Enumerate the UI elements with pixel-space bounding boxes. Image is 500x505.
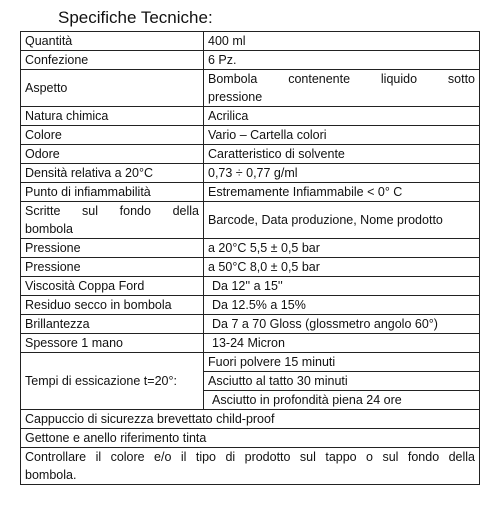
spec-label: Colore: [21, 126, 204, 145]
spec-value: Da 12.5% a 15%: [204, 296, 480, 315]
table-row: [21, 334, 480, 353]
spec-value: Da 12'' a 15'': [204, 277, 480, 296]
spec-full-row: Cappuccio di sicurezza brevettato child-proof: [21, 410, 480, 429]
spec-label-line: Scritte sul fondo della: [25, 204, 199, 218]
spec-label: Pressione: [21, 258, 204, 277]
table-row: [21, 353, 480, 372]
spec-value-line: Bombola contenente liquido sotto: [208, 72, 475, 86]
spec-value: Asciutto al tatto 30 minuti: [204, 372, 480, 391]
table-row: [21, 51, 480, 70]
spec-value: Vario – Cartella colori: [204, 126, 480, 145]
spec-value: Fuori polvere 15 minuti: [204, 353, 480, 372]
table-row: [21, 164, 480, 183]
spec-label: Natura chimica: [21, 107, 204, 126]
page-title: Specifiche Tecniche:: [58, 8, 213, 27]
spec-label: Quantità: [21, 32, 204, 51]
spec-label: Confezione: [21, 51, 204, 70]
spec-full-row-line: Controllare il colore e/o il tipo di prodotto sul tappo o sul fondo della: [25, 450, 475, 464]
spec-label: [21, 202, 204, 239]
spec-full-row: [21, 448, 480, 485]
table-row: [21, 448, 480, 485]
spec-label-line: bombola: [25, 222, 73, 236]
spec-label: Brillantezza: [21, 315, 204, 334]
table-row: [21, 145, 480, 164]
spec-value: Da 7 a 70 Gloss (glossmetro angolo 60°): [204, 315, 480, 334]
spec-value: a 50°C 8,0 ± 0,5 bar: [204, 258, 480, 277]
table-row: [21, 429, 480, 448]
spec-value: Barcode, Data produzione, Nome prodotto: [204, 202, 480, 239]
table-row: [21, 277, 480, 296]
spec-label: Viscosità Coppa Ford: [21, 277, 204, 296]
spec-value: Estremamente Infiammabile < 0° C: [204, 183, 480, 202]
table-row: [21, 258, 480, 277]
spec-label: Aspetto: [21, 70, 204, 107]
spec-value: Caratteristico di solvente: [204, 145, 480, 164]
spec-full-row-line: bombola.: [25, 468, 77, 482]
spec-label: Residuo secco in bombola: [21, 296, 204, 315]
spec-value: 0,73 ÷ 0,77 g/ml: [204, 164, 480, 183]
spec-value: 400 ml: [204, 32, 480, 51]
specs-table: [20, 31, 480, 485]
spec-label: Tempi di essicazione t=20°:: [21, 353, 204, 410]
spec-full-row: Gettone e anello riferimento tinta: [21, 429, 480, 448]
spec-label: Spessore 1 mano: [21, 334, 204, 353]
table-row: [21, 296, 480, 315]
spec-value: [204, 70, 480, 107]
spec-value: a 20°C 5,5 ± 0,5 bar: [204, 239, 480, 258]
table-row: [21, 32, 480, 51]
table-row: [21, 202, 480, 239]
spec-value: Asciutto in profondità piena 24 ore: [204, 391, 480, 410]
spec-value: 13-24 Micron: [204, 334, 480, 353]
table-row: [21, 410, 480, 429]
table-row: [21, 107, 480, 126]
table-row: [21, 315, 480, 334]
spec-label: Odore: [21, 145, 204, 164]
spec-label: Punto di infiammabilità: [21, 183, 204, 202]
table-row: [21, 239, 480, 258]
table-row: [21, 126, 480, 145]
table-row: [21, 70, 480, 107]
table-row: [21, 183, 480, 202]
spec-label: Densità relativa a 20°C: [21, 164, 204, 183]
spec-label: Pressione: [21, 239, 204, 258]
spec-value: Acrilica: [204, 107, 480, 126]
spec-value-line: pressione: [208, 90, 263, 104]
spec-value: 6 Pz.: [204, 51, 480, 70]
